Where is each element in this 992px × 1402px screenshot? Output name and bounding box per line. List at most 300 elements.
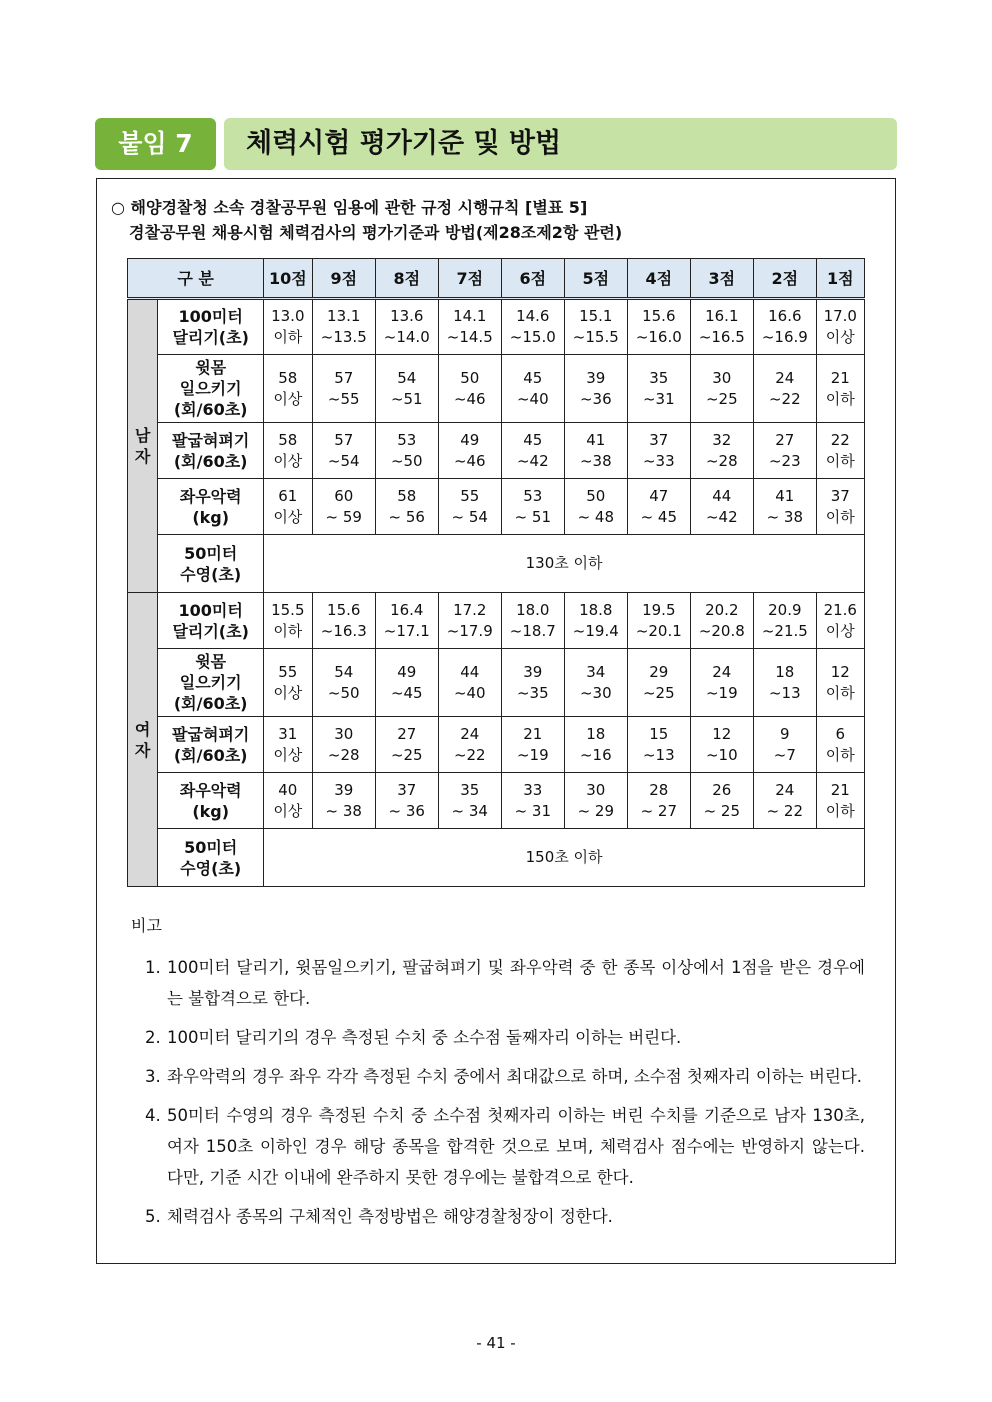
- header-score: 3점: [690, 259, 754, 299]
- score-range: ~15.5: [572, 328, 619, 346]
- score-cell: [816, 593, 864, 649]
- score-value: 30: [334, 724, 354, 743]
- table-body: [128, 299, 865, 887]
- score-range: ~7: [773, 745, 796, 764]
- score-cell: [564, 593, 628, 649]
- score-value: 24: [460, 724, 480, 743]
- score-value: 27: [397, 724, 417, 743]
- score-value: 9: [780, 724, 790, 743]
- event-name-line: 윗몸: [195, 652, 227, 671]
- score-value: 16.6: [768, 307, 802, 325]
- score-cell: [690, 717, 754, 773]
- score-range: ~31: [642, 389, 675, 408]
- score-value: 58: [278, 430, 298, 449]
- score-cell: [264, 773, 312, 829]
- remark-text: 50미터 수영의 경우 측정된 수치 중 소수점 첫째자리 이하는 버린 수치를 기준으로 남자 130초, 여자 150초 이하인 경우 해당 종목을 합격한 것으로 보며, 체력검사 점수에는 반영하지 않는다. 다만, 기준 시간 이내에 완주하지 못한 경우에는 불합격으로 한다.: [167, 1106, 865, 1187]
- header-score: 4점: [628, 259, 691, 299]
- score-cell: [438, 649, 502, 717]
- score-cell: [502, 593, 565, 649]
- score-cell: [438, 773, 502, 829]
- score-value: 15.6: [327, 600, 361, 619]
- score-value: 55: [278, 662, 298, 681]
- score-value: 16.1: [705, 307, 739, 325]
- score-range: ~ 38: [766, 507, 804, 526]
- score-range: ~25: [642, 683, 675, 702]
- score-value: 30: [586, 780, 606, 799]
- score-range: ~ 54: [451, 507, 488, 526]
- score-cell: [502, 355, 565, 423]
- score-range: ~20.8: [698, 621, 745, 640]
- score-cell: [628, 717, 691, 773]
- score-cell: [628, 773, 691, 829]
- score-value: 21: [830, 780, 850, 799]
- score-value: 18.8: [579, 600, 613, 619]
- event-name-line: 100미터: [178, 600, 243, 620]
- score-cell: [690, 593, 754, 649]
- score-value: 32: [712, 430, 732, 449]
- score-value: 13.1: [327, 307, 361, 325]
- score-value: 18: [586, 724, 606, 743]
- table-row: [128, 593, 865, 649]
- score-cell: [376, 649, 439, 717]
- sex-label-char: 자: [134, 740, 151, 760]
- score-value: 20.2: [705, 600, 739, 619]
- score-cell: [754, 355, 817, 423]
- score-range: ~19.4: [572, 621, 619, 640]
- score-range: ~19: [705, 683, 738, 702]
- score-cell: [376, 299, 439, 355]
- score-range: 이상: [273, 389, 303, 408]
- event-name-line: 일으키기: [179, 379, 242, 398]
- score-cell: [754, 479, 817, 535]
- score-range: ~25: [705, 389, 738, 408]
- swim-criterion: 150초 이하: [264, 829, 865, 887]
- header-score: 9점: [312, 259, 376, 299]
- score-range: ~28: [705, 451, 738, 470]
- score-cell: [438, 479, 502, 535]
- event-name-line: 팔굽혀펴기: [172, 430, 250, 450]
- score-value: 49: [397, 662, 417, 681]
- event-name-line: 달리기(초): [172, 328, 249, 347]
- score-cell: [264, 717, 312, 773]
- score-cell: [690, 355, 754, 423]
- score-cell: [312, 355, 376, 423]
- intro-line-2: 경찰공무원 채용시험 체력검사의 평가기준과 방법(제28조제2항 관련): [129, 223, 623, 242]
- score-value: 44: [460, 662, 480, 681]
- score-value: 58: [278, 368, 298, 387]
- score-cell: [376, 717, 439, 773]
- score-range: ~13: [642, 745, 675, 764]
- event-name-line: (kg): [192, 801, 230, 821]
- score-value: 54: [397, 368, 417, 387]
- score-range: ~38: [579, 451, 612, 470]
- score-cell: [264, 299, 312, 355]
- score-cell: [564, 773, 628, 829]
- score-range: ~36: [579, 389, 612, 408]
- score-cell: [564, 299, 628, 355]
- table-row-swim: [128, 829, 865, 887]
- score-value: 12: [830, 662, 850, 681]
- score-range: 이하: [825, 801, 855, 820]
- score-value: 35: [649, 368, 669, 387]
- score-value: 40: [278, 780, 298, 799]
- score-range: 이하: [825, 507, 855, 526]
- score-value: 39: [334, 780, 354, 799]
- score-cell: [312, 593, 376, 649]
- score-value: 29: [649, 662, 669, 681]
- event-name-line: 수영(초): [180, 858, 242, 878]
- event-name: [158, 479, 264, 535]
- event-name-line: 좌우악력: [179, 486, 242, 506]
- score-range: ~54: [327, 451, 360, 470]
- remark-number: 5.: [145, 1207, 161, 1226]
- event-name: [158, 649, 264, 717]
- score-range: 이하: [273, 621, 303, 640]
- page-header: [95, 118, 897, 170]
- score-range: ~16: [579, 745, 612, 764]
- score-cell: [754, 299, 817, 355]
- score-range: ~ 59: [325, 507, 362, 526]
- score-cell: [754, 423, 817, 479]
- header-score: 10점: [264, 259, 312, 299]
- table-row: [128, 773, 865, 829]
- score-cell: [376, 423, 439, 479]
- score-value: 15.1: [579, 307, 613, 325]
- score-cell: [816, 423, 864, 479]
- score-range: 이하: [825, 745, 855, 764]
- score-cell: [754, 593, 817, 649]
- score-range: ~ 51: [514, 507, 551, 526]
- score-cell: [312, 717, 376, 773]
- score-value: 17.0: [823, 307, 857, 325]
- page-title: 체력시험 평가기준 및 방법: [224, 118, 897, 170]
- score-range: ~14.5: [446, 328, 493, 346]
- score-value: 18: [775, 662, 795, 681]
- score-cell: [502, 299, 565, 355]
- score-range: ~25: [390, 745, 423, 764]
- swim-criterion: 130초 이하: [264, 535, 865, 593]
- score-cell: [438, 717, 502, 773]
- score-cell: [438, 299, 502, 355]
- score-range: ~30: [579, 683, 612, 702]
- score-cell: [502, 717, 565, 773]
- header-score: 5점: [564, 259, 628, 299]
- score-cell: [628, 355, 691, 423]
- remark-item: [145, 1100, 865, 1193]
- score-value: 41: [775, 486, 795, 505]
- score-cell: [264, 423, 312, 479]
- score-range: ~45: [390, 683, 423, 702]
- score-range: 이하: [273, 328, 303, 346]
- score-range: ~40: [516, 389, 549, 408]
- score-range: ~ 36: [388, 801, 425, 820]
- score-cell: [816, 773, 864, 829]
- score-cell: [564, 355, 628, 423]
- score-cell: [264, 355, 312, 423]
- remark-item: [145, 1061, 865, 1092]
- score-cell: [564, 649, 628, 717]
- score-range: ~20.1: [635, 621, 682, 640]
- score-range: ~ 22: [766, 801, 804, 820]
- attachment-badge: 붙임 7: [95, 118, 216, 170]
- score-range: ~28: [327, 745, 360, 764]
- score-range: ~50: [327, 683, 360, 702]
- remark-item: [145, 952, 865, 1014]
- table-row: [128, 717, 865, 773]
- sex-label-char: 남: [134, 426, 151, 445]
- score-value: 21: [830, 368, 850, 387]
- event-name-line: (kg): [192, 507, 230, 527]
- table-row-swim: [128, 535, 865, 593]
- score-value: 61: [278, 486, 298, 505]
- score-range: ~ 38: [325, 801, 362, 820]
- event-name-line: (회/60초): [173, 745, 248, 765]
- header-score: 6점: [502, 259, 565, 299]
- sex-label-char: 자: [134, 447, 151, 466]
- event-name-line: (회/60초): [173, 400, 248, 419]
- score-range: 이상: [273, 451, 303, 470]
- score-range: ~51: [390, 389, 423, 408]
- score-range: ~ 45: [640, 507, 678, 526]
- sex-label-char: 여: [134, 719, 151, 739]
- event-name: [158, 355, 264, 423]
- score-cell: [690, 479, 754, 535]
- score-value: 41: [586, 430, 606, 449]
- intro-text: [111, 195, 622, 245]
- remark-item: [145, 1201, 865, 1232]
- score-range: 이상: [273, 801, 303, 820]
- score-value: 18.0: [516, 600, 550, 619]
- score-range: ~33: [642, 451, 675, 470]
- score-value: 50: [460, 368, 480, 387]
- score-value: 50: [586, 486, 606, 505]
- score-cell: [376, 773, 439, 829]
- score-value: 31: [278, 724, 298, 743]
- remark-number: 4.: [145, 1106, 161, 1125]
- score-value: 15.5: [271, 600, 305, 619]
- score-range: ~18.7: [509, 621, 556, 640]
- remark-number: 2.: [145, 1028, 161, 1047]
- intro-line-1: ○ 해양경찰청 소속 경찰공무원 임용에 관한 규정 시행규칙 [별표 5]: [111, 198, 588, 217]
- score-value: 24: [775, 368, 795, 387]
- event-name-line: (회/60초): [173, 694, 248, 713]
- remark-text: 100미터 달리기, 윗몸일으키기, 팔굽혀펴기 및 좌우악력 중 한 종목 이상에서 1점을 받은 경우에는 불합격으로 한다.: [167, 958, 865, 1008]
- score-range: ~23: [768, 451, 801, 470]
- page-number: - 41 -: [476, 1334, 516, 1352]
- score-cell: [264, 479, 312, 535]
- score-range: ~50: [390, 451, 423, 470]
- score-value: 39: [586, 368, 606, 387]
- event-name-line: 일으키기: [179, 673, 242, 692]
- score-range: 이상: [825, 621, 855, 640]
- score-range: ~ 25: [703, 801, 741, 820]
- event-name: [158, 829, 264, 887]
- event-name: [158, 299, 264, 355]
- score-value: 14.1: [453, 307, 487, 325]
- score-value: 57: [334, 368, 354, 387]
- event-name-line: 달리기(초): [172, 621, 249, 641]
- score-value: 35: [460, 780, 480, 799]
- score-range: ~ 48: [577, 507, 614, 526]
- score-value: 13.6: [390, 307, 424, 325]
- event-name: [158, 423, 264, 479]
- score-cell: [264, 593, 312, 649]
- score-range: ~ 31: [514, 801, 551, 820]
- score-value: 37: [397, 780, 417, 799]
- score-range: ~16.3: [320, 621, 367, 640]
- score-value: 54: [334, 662, 354, 681]
- remark-text: 체력검사 종목의 구체적인 측정방법은 해양경찰청장이 정한다.: [167, 1207, 613, 1226]
- score-range: ~17.1: [383, 621, 430, 640]
- score-range: ~42: [516, 451, 549, 470]
- table-row: [128, 423, 865, 479]
- score-range: 이하: [825, 683, 855, 702]
- header-score: 2점: [754, 259, 817, 299]
- score-value: 24: [712, 662, 732, 681]
- score-range: ~46: [453, 451, 486, 470]
- score-range: 이상: [273, 683, 303, 702]
- score-range: ~ 29: [577, 801, 614, 820]
- score-value: 30: [712, 368, 732, 387]
- score-cell: [264, 649, 312, 717]
- score-range: ~15.0: [509, 328, 556, 346]
- score-cell: [816, 717, 864, 773]
- score-range: ~55: [327, 389, 360, 408]
- event-name: [158, 593, 264, 649]
- event-name-line: 윗몸: [195, 358, 227, 377]
- score-value: 26: [712, 780, 732, 799]
- score-range: ~35: [516, 683, 549, 702]
- score-cell: [312, 773, 376, 829]
- score-range: ~16.5: [698, 328, 745, 346]
- score-cell: [564, 717, 628, 773]
- score-range: ~16.0: [635, 328, 682, 346]
- score-value: 6: [835, 724, 846, 743]
- remark-number: 3.: [145, 1067, 161, 1086]
- score-range: ~13: [768, 683, 801, 702]
- score-cell: [628, 479, 691, 535]
- sex-label-female: [128, 593, 158, 887]
- score-range: ~21.5: [761, 621, 808, 640]
- score-value: 21: [523, 724, 543, 743]
- sex-label-male: [128, 299, 158, 593]
- score-range: 이상: [273, 507, 303, 526]
- score-cell: [816, 479, 864, 535]
- table-row: [128, 299, 865, 355]
- score-range: ~40: [453, 683, 486, 702]
- score-range: ~10: [705, 745, 738, 764]
- table-row: [128, 355, 865, 423]
- score-value: 15.6: [642, 307, 676, 325]
- score-cell: [816, 299, 864, 355]
- score-value: 27: [775, 430, 795, 449]
- score-range: ~17.9: [446, 621, 493, 640]
- score-range: ~16.9: [761, 328, 808, 346]
- score-range: ~13.5: [320, 328, 367, 346]
- event-name-line: 수영(초): [180, 564, 242, 584]
- header-category: 구 분: [128, 259, 264, 299]
- score-value: 12: [712, 724, 732, 743]
- score-range: ~22: [453, 745, 486, 764]
- score-value: 44: [712, 486, 732, 505]
- event-name: [158, 773, 264, 829]
- remark-text: 좌우악력의 경우 좌우 각각 측정된 수치 중에서 최대값으로 하며, 소수점 첫째자리 이하는 버린다.: [167, 1067, 863, 1086]
- score-value: 45: [523, 430, 543, 449]
- score-cell: [438, 423, 502, 479]
- score-cell: [502, 773, 565, 829]
- score-value: 21.6: [823, 600, 857, 619]
- score-cell: [690, 423, 754, 479]
- score-cell: [628, 649, 691, 717]
- score-value: 17.2: [453, 600, 487, 619]
- score-range: 이상: [273, 745, 303, 764]
- remarks-heading: 비고: [131, 916, 162, 935]
- score-value: 33: [523, 780, 543, 799]
- score-range: 이하: [825, 451, 855, 470]
- score-cell: [754, 717, 817, 773]
- score-range: ~46: [453, 389, 486, 408]
- score-value: 53: [397, 430, 417, 449]
- score-value: 53: [523, 486, 543, 505]
- event-name: [158, 717, 264, 773]
- score-cell: [754, 649, 817, 717]
- table-header-row: [128, 259, 865, 299]
- score-value: 19.5: [642, 600, 676, 619]
- score-value: 34: [586, 662, 606, 681]
- event-name-line: 50미터: [184, 837, 238, 857]
- score-cell: [816, 355, 864, 423]
- score-value: 55: [460, 486, 480, 505]
- remark-text: 100미터 달리기의 경우 측정된 수치 중 소수점 둘째자리 이하는 버린다.: [167, 1028, 682, 1047]
- score-cell: [438, 355, 502, 423]
- score-range: ~ 34: [451, 801, 488, 820]
- score-value: 58: [397, 486, 417, 505]
- score-range: ~22: [768, 389, 801, 408]
- score-range: 이하: [825, 389, 855, 408]
- remarks-list: [145, 952, 865, 1240]
- score-range: ~ 56: [388, 507, 425, 526]
- score-cell: [312, 299, 376, 355]
- score-cell: [754, 773, 817, 829]
- score-value: 13.0: [271, 307, 305, 325]
- score-value: 22: [830, 430, 850, 449]
- score-value: 28: [649, 780, 669, 799]
- score-cell: [502, 423, 565, 479]
- score-cell: [312, 649, 376, 717]
- event-name: [158, 535, 264, 593]
- score-value: 14.6: [516, 307, 550, 325]
- score-range: 이상: [825, 328, 855, 346]
- event-name-line: 좌우악력: [179, 780, 242, 800]
- event-name-line: 50미터: [184, 543, 238, 563]
- score-value: 15: [649, 724, 669, 743]
- score-cell: [628, 593, 691, 649]
- score-value: 60: [334, 486, 354, 505]
- score-cell: [690, 773, 754, 829]
- score-cell: [690, 649, 754, 717]
- score-cell: [628, 423, 691, 479]
- score-range: ~14.0: [383, 328, 430, 346]
- score-cell: [502, 649, 565, 717]
- score-cell: [628, 299, 691, 355]
- remark-item: [145, 1022, 865, 1053]
- score-cell: [312, 479, 376, 535]
- header-score: 7점: [438, 259, 502, 299]
- score-range: ~19: [516, 745, 549, 764]
- score-cell: [564, 479, 628, 535]
- remark-number: 1.: [145, 958, 161, 977]
- score-value: 45: [523, 368, 543, 387]
